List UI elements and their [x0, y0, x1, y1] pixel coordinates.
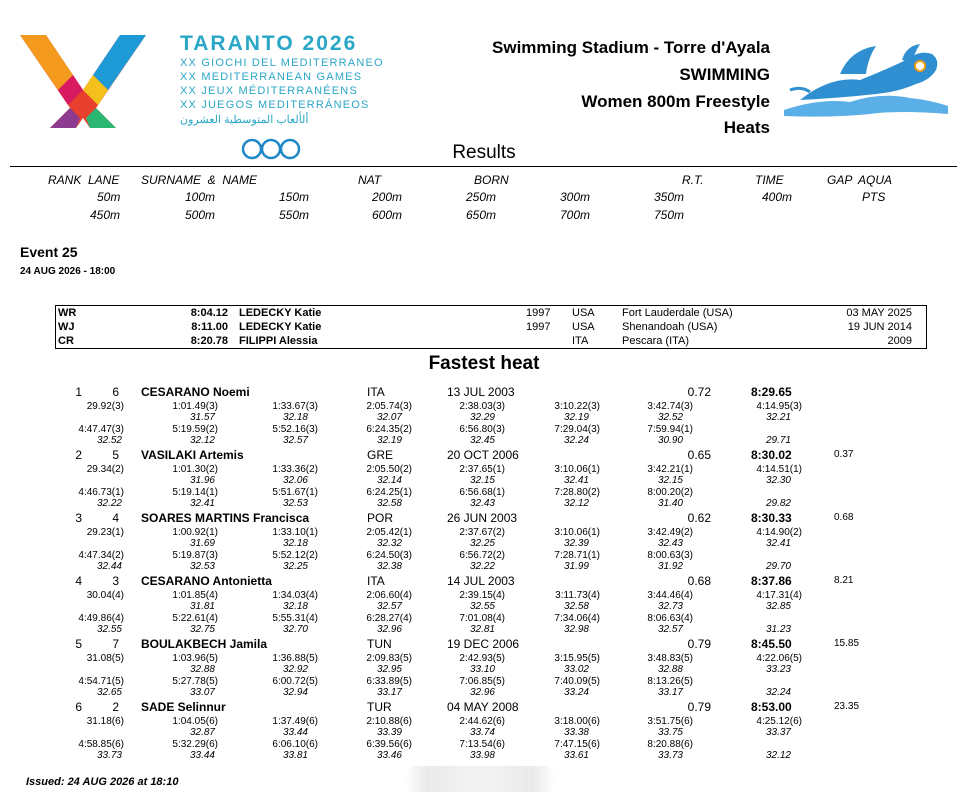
split-time: 4:49.86(4): [78, 613, 124, 624]
record-name: LEDECKY Katie: [239, 321, 322, 333]
col-250m: 250m: [466, 190, 497, 204]
lap-time: 32.73: [657, 601, 683, 612]
col-300m: 300m: [560, 190, 591, 204]
lap-time: 31.40: [657, 498, 683, 509]
lap-time: 32.88: [657, 664, 683, 675]
final-time: 8:45.50: [751, 637, 792, 651]
games-xx-logo: [18, 30, 148, 130]
split-time: 5:19.87(3): [172, 550, 218, 561]
lap-time: 33.44: [189, 750, 215, 761]
col-400m: 400m: [762, 190, 793, 204]
lap-time: 32.38: [376, 561, 402, 572]
birth-date: 13 JUL 2003: [447, 385, 515, 399]
lap-time: 32.12: [563, 498, 589, 509]
lap-time: 32.22: [469, 561, 495, 572]
split-time: 3:44.46(4): [647, 590, 693, 601]
col-100m: 100m: [185, 190, 216, 204]
lap-time: 32.52: [657, 412, 683, 423]
split-time: 29.92(3): [86, 401, 124, 412]
birth-date: 20 OCT 2006: [447, 448, 519, 462]
swimmer-name: SADE Selinnur: [141, 700, 226, 714]
lap-time: 31.96: [189, 475, 215, 486]
lap-time: 32.39: [563, 538, 589, 549]
header-divider: [10, 166, 957, 167]
lap-time: 32.19: [563, 412, 589, 423]
split-time: 2:09.83(5): [366, 653, 412, 664]
lap-time: 33.75: [657, 727, 683, 738]
issued-timestamp: Issued: 24 AUG 2026 at 18:10: [26, 776, 179, 788]
col-rank: RANK: [48, 173, 82, 187]
record-code: WJ: [58, 321, 75, 333]
split-time: 4:54.71(5): [78, 676, 124, 687]
col-name: SURNAME & NAME: [141, 173, 258, 187]
split-time: 31.08(5): [86, 653, 124, 664]
split-time: 8:00.20(2): [647, 487, 693, 498]
final-time: 8:37.86: [751, 574, 792, 588]
lap-time: 33.38: [563, 727, 589, 738]
split-time: 6:56.80(3): [459, 424, 505, 435]
col-750m: 750m: [654, 208, 685, 222]
split-time: 3:51.75(6): [647, 716, 693, 727]
split-time: 6:00.72(5): [272, 676, 318, 687]
col-600m: 600m: [372, 208, 403, 222]
split-time: 29.34(2): [86, 464, 124, 475]
reaction-time: 0.79: [687, 700, 711, 714]
results-title: Results: [452, 142, 516, 163]
split-time: 2:06.60(4): [366, 590, 412, 601]
venue: Swimming Stadium - Torre d'Ayala: [492, 38, 770, 57]
lap-time: 29.71: [765, 435, 791, 446]
lap-time: 33.37: [765, 727, 791, 738]
lap-time: 33.23: [765, 664, 791, 675]
final-time: 8:53.00: [751, 700, 792, 714]
split-time: 1:03.96(5): [172, 653, 218, 664]
lap-time: 32.12: [765, 750, 791, 761]
record-time: 8:20.78: [190, 335, 228, 347]
lap-time: 32.32: [376, 538, 402, 549]
nationality: ITA: [367, 574, 385, 588]
split-time: 5:27.78(5): [172, 676, 218, 687]
split-time: 6:24.35(2): [366, 424, 412, 435]
games-line-fr: XX JEUX MÉDITERRANÉENS: [180, 85, 358, 97]
split-time: 6:24.50(3): [366, 550, 412, 561]
split-time: 8:06.63(4): [647, 613, 693, 624]
split-time: 5:19.59(2): [172, 424, 218, 435]
swimmer-name: VASILAKI Artemis: [141, 448, 244, 462]
col-150m: 150m: [279, 190, 310, 204]
lap-time: 32.07: [376, 412, 402, 423]
lap-time: 32.57: [657, 624, 683, 635]
lane: 5: [112, 448, 119, 462]
split-time: 4:46.73(1): [78, 487, 124, 498]
nationality: TUR: [367, 700, 392, 714]
lap-time: 33.73: [96, 750, 122, 761]
lap-time: 32.96: [376, 624, 402, 635]
split-time: 5:55.31(4): [272, 613, 318, 624]
lap-time: 32.18: [282, 538, 308, 549]
event-name: Women 800m Freestyle: [581, 92, 770, 111]
split-time: 4:14.51(1): [756, 464, 802, 475]
lap-time: 32.24: [563, 435, 589, 446]
split-time: 5:22.61(4): [172, 613, 218, 624]
split-time: 7:59.94(1): [647, 424, 693, 435]
split-time: 3:18.00(6): [554, 716, 600, 727]
lap-time: 33.98: [469, 750, 495, 761]
lap-time: 32.44: [96, 561, 122, 572]
lap-time: 32.29: [469, 412, 495, 423]
col-700m: 700m: [560, 208, 591, 222]
split-time: 1:34.03(4): [272, 590, 318, 601]
split-time: 1:33.10(1): [272, 527, 318, 538]
record-code: WR: [58, 307, 77, 319]
split-time: 1:01.49(3): [172, 401, 218, 412]
lap-time: 32.58: [563, 601, 589, 612]
swimmer-mascot-icon: [780, 40, 952, 120]
split-time: 4:14.90(2): [756, 527, 802, 538]
lap-time: 33.07: [189, 687, 215, 698]
games-line-ar: ألألعاب المتوسطية العشرون: [180, 114, 309, 126]
lap-time: 32.12: [189, 435, 215, 446]
swimmer-name: SOARES MARTINS Francisca: [141, 511, 310, 525]
lap-time: 31.57: [189, 412, 215, 423]
split-time: 6:06.10(6): [272, 739, 318, 750]
gap-time: 23.35: [834, 701, 860, 712]
lap-time: 32.94: [282, 687, 308, 698]
col-200m: 200m: [372, 190, 403, 204]
lap-time: 32.19: [376, 435, 402, 446]
heat-title: Fastest heat: [428, 353, 540, 374]
lap-time: 32.18: [282, 601, 308, 612]
lap-time: 32.15: [469, 475, 495, 486]
split-time: 4:22.06(5): [756, 653, 802, 664]
final-time: 8:30.02: [751, 448, 792, 462]
birth-date: 26 JUN 2003: [447, 511, 518, 525]
split-time: 7:01.08(4): [459, 613, 505, 624]
birth-date: 04 MAY 2008: [447, 700, 519, 714]
split-time: 1:00.92(1): [172, 527, 218, 538]
rank: 1: [75, 385, 82, 399]
split-time: 4:47.34(2): [78, 550, 124, 561]
games-line-es: XX JUEGOS MEDITERRÁNEOS: [180, 99, 370, 111]
lap-time: 32.70: [282, 624, 308, 635]
split-time: 2:05.74(3): [366, 401, 412, 412]
lap-time: 33.44: [282, 727, 308, 738]
lap-time: 32.41: [563, 475, 589, 486]
nationality: GRE: [367, 448, 394, 462]
lane: 7: [112, 637, 119, 651]
lane: 6: [112, 385, 119, 399]
split-time: 8:20.88(6): [647, 739, 693, 750]
split-time: 1:36.88(5): [272, 653, 318, 664]
split-time: 1:01.30(2): [172, 464, 218, 475]
lap-time: 33.74: [469, 727, 495, 738]
lap-time: 31.92: [657, 561, 683, 572]
swimmer-name: BOULAKBECH Jamila: [141, 637, 268, 651]
record-year: 1997: [526, 307, 551, 319]
split-time: 4:58.85(6): [78, 739, 124, 750]
lap-time: 32.25: [282, 561, 308, 572]
gap-time: 8.21: [834, 575, 854, 586]
split-time: 2:38.03(3): [459, 401, 505, 412]
split-time: 6:56.72(2): [459, 550, 505, 561]
col-350m: 350m: [654, 190, 685, 204]
birth-date: 14 JUL 2003: [447, 574, 515, 588]
record-nat: USA: [572, 307, 595, 319]
lap-time: 32.25: [469, 538, 495, 549]
lap-time: 32.57: [376, 601, 402, 612]
record-date: 19 JUN 2014: [847, 321, 912, 333]
record-code: CR: [58, 335, 74, 347]
split-time: 7:29.04(3): [554, 424, 600, 435]
split-time: 5:51.67(1): [272, 487, 318, 498]
reaction-time: 0.65: [687, 448, 711, 462]
split-time: 3:10.06(1): [554, 464, 600, 475]
rank: 2: [75, 448, 82, 462]
split-time: 29.23(1): [86, 527, 124, 538]
record-nat: ITA: [572, 335, 589, 347]
lap-time: 33.39: [376, 727, 402, 738]
lap-time: 32.21: [765, 412, 791, 423]
split-time: 2:37.67(2): [459, 527, 505, 538]
lap-time: 32.57: [282, 435, 308, 446]
split-time: 1:33.67(3): [272, 401, 318, 412]
split-time: 6:56.68(1): [459, 487, 505, 498]
swimmer-name: CESARANO Antonietta: [141, 574, 272, 588]
lap-time: 32.53: [282, 498, 308, 509]
reaction-time: 0.79: [687, 637, 711, 651]
lap-time: 32.98: [563, 624, 589, 635]
split-time: 7:40.09(5): [554, 676, 600, 687]
split-time: 6:28.27(4): [366, 613, 412, 624]
col-lane: LANE: [88, 173, 120, 187]
split-time: 1:04.05(6): [172, 716, 218, 727]
col-time: TIME: [755, 173, 784, 187]
split-time: 30.04(4): [86, 590, 124, 601]
record-place: Shenandoah (USA): [622, 321, 718, 333]
col-550m: 550m: [279, 208, 310, 222]
swimmer-name: CESARANO Noemi: [141, 385, 250, 399]
lap-time: 32.96: [469, 687, 495, 698]
record-place: Fort Lauderdale (USA): [622, 307, 733, 319]
lap-time: 32.15: [657, 475, 683, 486]
games-line-en: XX MEDITERRANEAN GAMES: [180, 71, 363, 83]
col-born: BORN: [474, 173, 509, 187]
split-time: 4:17.31(4): [756, 590, 802, 601]
col-pts: PTS: [862, 190, 886, 204]
gap-time: 0.68: [834, 512, 854, 523]
lap-time: 32.06: [282, 475, 308, 486]
split-time: 2:05.50(2): [366, 464, 412, 475]
split-time: 4:14.95(3): [756, 401, 802, 412]
lap-time: 32.88: [189, 664, 215, 675]
col-650m: 650m: [466, 208, 497, 222]
event-title: Event 25: [20, 244, 78, 260]
split-time: 3:42.74(3): [647, 401, 693, 412]
record-place: Pescara (ITA): [622, 335, 690, 347]
sport: SWIMMING: [679, 65, 770, 84]
lap-time: 32.24: [765, 687, 791, 698]
lap-time: 32.55: [469, 601, 495, 612]
col-50m: 50m: [97, 190, 121, 204]
split-time: 3:48.83(5): [647, 653, 693, 664]
lap-time: 32.30: [765, 475, 791, 486]
split-time: 7:13.54(6): [459, 739, 505, 750]
col-nat: NAT: [358, 173, 382, 187]
lap-time: 31.23: [765, 624, 791, 635]
lap-time: 33.81: [282, 750, 308, 761]
gap-time: 15.85: [834, 638, 860, 649]
split-time: 4:25.12(6): [756, 716, 802, 727]
split-time: 5:19.14(1): [172, 487, 218, 498]
lap-time: 32.45: [469, 435, 495, 446]
col-gap: GAP: [827, 173, 853, 187]
lap-time: 29.70: [765, 561, 791, 572]
birth-date: 19 DEC 2006: [447, 637, 520, 651]
lap-time: 33.17: [657, 687, 683, 698]
split-time: 3:15.95(5): [554, 653, 600, 664]
lap-time: 32.41: [189, 498, 215, 509]
split-time: 6:24.25(1): [366, 487, 412, 498]
record-name: FILIPPI Alessia: [239, 335, 318, 347]
lap-time: 32.18: [282, 412, 308, 423]
games-line-it: XX GIOCHI DEL MEDITERRANEO: [180, 57, 384, 69]
gap-time: 0.37: [834, 449, 854, 460]
split-time: 7:34.06(4): [554, 613, 600, 624]
lap-time: 32.41: [765, 538, 791, 549]
lap-time: 31.99: [563, 561, 589, 572]
record-date: 2009: [887, 335, 912, 347]
split-time: 3:42.21(1): [647, 464, 693, 475]
lap-time: 31.81: [189, 601, 215, 612]
record-nat: USA: [572, 321, 595, 333]
rank: 5: [75, 637, 82, 651]
lap-time: 30.90: [657, 435, 683, 446]
lap-time: 32.43: [657, 538, 683, 549]
split-time: 7:47.15(6): [554, 739, 600, 750]
split-time: 7:28.71(1): [554, 550, 600, 561]
record-time: 8:04.12: [190, 307, 228, 319]
split-time: 4:47.47(3): [78, 424, 124, 435]
split-time: 3:10.06(1): [554, 527, 600, 538]
nationality: POR: [367, 511, 394, 525]
split-time: 5:52.16(3): [272, 424, 318, 435]
lap-time: 29.82: [765, 498, 791, 509]
lap-time: 32.85: [765, 601, 791, 612]
lane: 3: [112, 574, 119, 588]
split-time: 3:42.49(2): [647, 527, 693, 538]
lap-time: 32.81: [469, 624, 495, 635]
reaction-time: 0.72: [687, 385, 711, 399]
lap-time: 32.52: [96, 435, 122, 446]
split-time: 2:05.42(1): [366, 527, 412, 538]
col-450m: 450m: [90, 208, 121, 222]
record-year: 1997: [526, 321, 551, 333]
lap-time: 32.55: [96, 624, 122, 635]
games-title: TARANTO 2026: [180, 32, 358, 55]
lap-time: 32.53: [189, 561, 215, 572]
reaction-time: 0.62: [687, 511, 711, 525]
split-time: 2:42.93(5): [459, 653, 505, 664]
split-time: 3:11.73(4): [555, 590, 600, 601]
lap-time: 31.69: [189, 538, 215, 549]
lap-time: 33.61: [563, 750, 589, 761]
split-time: 31.18(6): [86, 716, 124, 727]
split-time: 2:10.88(6): [366, 716, 412, 727]
split-time: 3:10.22(3): [554, 401, 600, 412]
rank: 4: [75, 574, 82, 588]
nationality: TUN: [367, 637, 392, 651]
lap-time: 33.46: [376, 750, 402, 761]
lap-time: 32.92: [282, 664, 308, 675]
rank: 3: [75, 511, 82, 525]
record-name: LEDECKY Katie: [239, 307, 322, 319]
lap-time: 32.75: [189, 624, 215, 635]
lap-time: 33.73: [657, 750, 683, 761]
lap-time: 32.14: [376, 475, 402, 486]
final-time: 8:29.65: [751, 385, 792, 399]
split-time: 2:39.15(4): [459, 590, 505, 601]
lap-time: 33.17: [376, 687, 402, 698]
lap-time: 32.43: [469, 498, 495, 509]
split-time: 8:13.26(5): [647, 676, 693, 687]
lap-time: 32.95: [376, 664, 402, 675]
record-date: 03 MAY 2025: [846, 307, 912, 319]
lane: 2: [112, 700, 119, 714]
split-time: 7:06.85(5): [459, 676, 505, 687]
footer-strip: [405, 766, 555, 792]
nationality: ITA: [367, 385, 385, 399]
split-time: 8:00.63(3): [647, 550, 693, 561]
split-time: 6:33.89(5): [366, 676, 412, 687]
lap-time: 33.24: [563, 687, 589, 698]
lap-time: 32.65: [96, 687, 122, 698]
phase: Heats: [723, 118, 770, 137]
split-time: 1:01.85(4): [172, 590, 218, 601]
final-time: 8:30.33: [751, 511, 792, 525]
split-time: 5:52.12(2): [272, 550, 318, 561]
record-time: 8:11.00: [191, 321, 228, 333]
lap-time: 32.87: [189, 727, 215, 738]
lap-time: 32.22: [96, 498, 122, 509]
col-rt: R.T.: [682, 173, 704, 187]
split-time: 1:37.49(6): [272, 716, 318, 727]
lap-time: 33.02: [563, 664, 589, 675]
lane: 4: [112, 511, 119, 525]
lap-time: 32.58: [376, 498, 402, 509]
records-box: [55, 305, 927, 349]
event-date: 24 AUG 2026 - 18:00: [20, 266, 116, 277]
split-time: 1:33.36(2): [272, 464, 318, 475]
col-aqua: AQUA: [858, 173, 893, 187]
split-time: 6:39.56(6): [366, 739, 412, 750]
split-time: 7:28.80(2): [554, 487, 600, 498]
col-500m: 500m: [185, 208, 216, 222]
split-time: 2:44.62(6): [459, 716, 505, 727]
split-time: 5:32.29(6): [172, 739, 218, 750]
rank: 6: [75, 700, 82, 714]
lap-time: 33.10: [469, 664, 495, 675]
reaction-time: 0.68: [687, 574, 711, 588]
split-time: 2:37.65(1): [459, 464, 505, 475]
